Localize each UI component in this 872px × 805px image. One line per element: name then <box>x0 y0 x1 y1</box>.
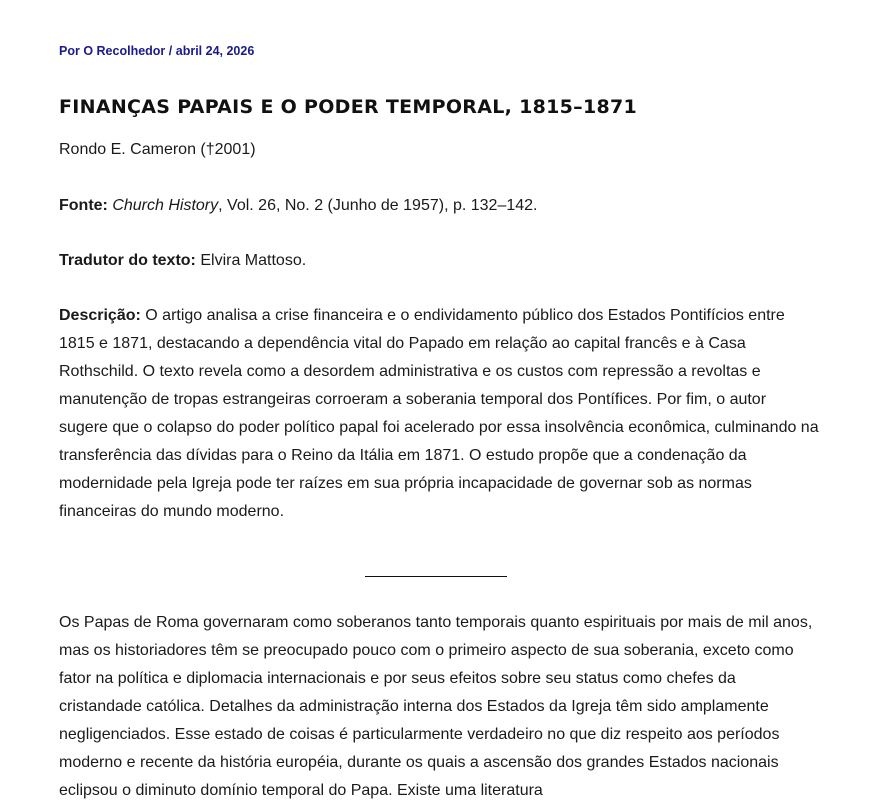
byline-by: Por <box>59 44 80 58</box>
byline-separator: / <box>168 44 173 58</box>
article-translator <box>59 247 306 275</box>
byline-author-link[interactable]: O Recolhedor <box>83 44 166 58</box>
post-byline <box>59 44 254 58</box>
article-source <box>59 192 537 220</box>
article-title: FINANÇAS PAPAIS E O PODER TEMPORAL, 1815–1871 <box>59 96 638 118</box>
article-description <box>59 302 819 526</box>
byline-date-link[interactable]: abril 24, 2026 <box>175 44 255 58</box>
translator-label: Tradutor do texto: <box>59 252 196 269</box>
article-author: Rondo E. Cameron (†2001) <box>59 141 256 158</box>
source-journal: Church History <box>112 197 219 214</box>
translator-name: Elvira Mattoso. <box>200 252 307 269</box>
source-details: , Vol. 26, No. 2 (Junho de 1957), p. 132–142. <box>218 197 538 214</box>
description-text: O artigo analisa a crise financeira e o endividamento público dos Estados Pontifícios entre 1815 e 1871, destacando a dependência vital do Papado em relação ao capital francês e à Casa Rothschild. O texto revela como a desordem administrativa e os custos com repressão a revoltas e manutenção de tropas estrangeiras corroeram a soberania temporal dos Pontífices. Por fim, o autor sugere que o colapso do poder político papal foi acelerado por essa insolvência econômica, culminando na transferência das dívidas para o Reino da Itália em 1871. O estudo propõe que a condenação da modernidade pela Igreja pode ter raízes em sua própria incapacidade de governar sob as normas financeiras do mundo moderno. <box>59 307 819 520</box>
article-body-paragraph: Os Papas de Roma governaram como soberanos tanto temporais quanto espirituais por mais de mil anos, mas os historiadores têm se preocupado pouco com o primeiro aspecto de sua soberania, exceto como fator na política e diplomacia internacionais e por seus efeitos sobre seu status como chefes da cristandade católica. Detalhes da administração interna dos Estados da Igreja têm sido amplamente negligenciados. Esse estado de coisas é particularmente verdadeiro no que diz respeito aos períodos moderno e recente da história européia, durante os quais a ascensão dos grandes Estados nacionais eclipsou o diminuto domínio temporal do Papa. Existe uma literatura <box>59 614 813 799</box>
description-label: Descrição: <box>59 307 141 324</box>
source-label: Fonte: <box>59 197 108 214</box>
section-divider <box>365 576 507 577</box>
